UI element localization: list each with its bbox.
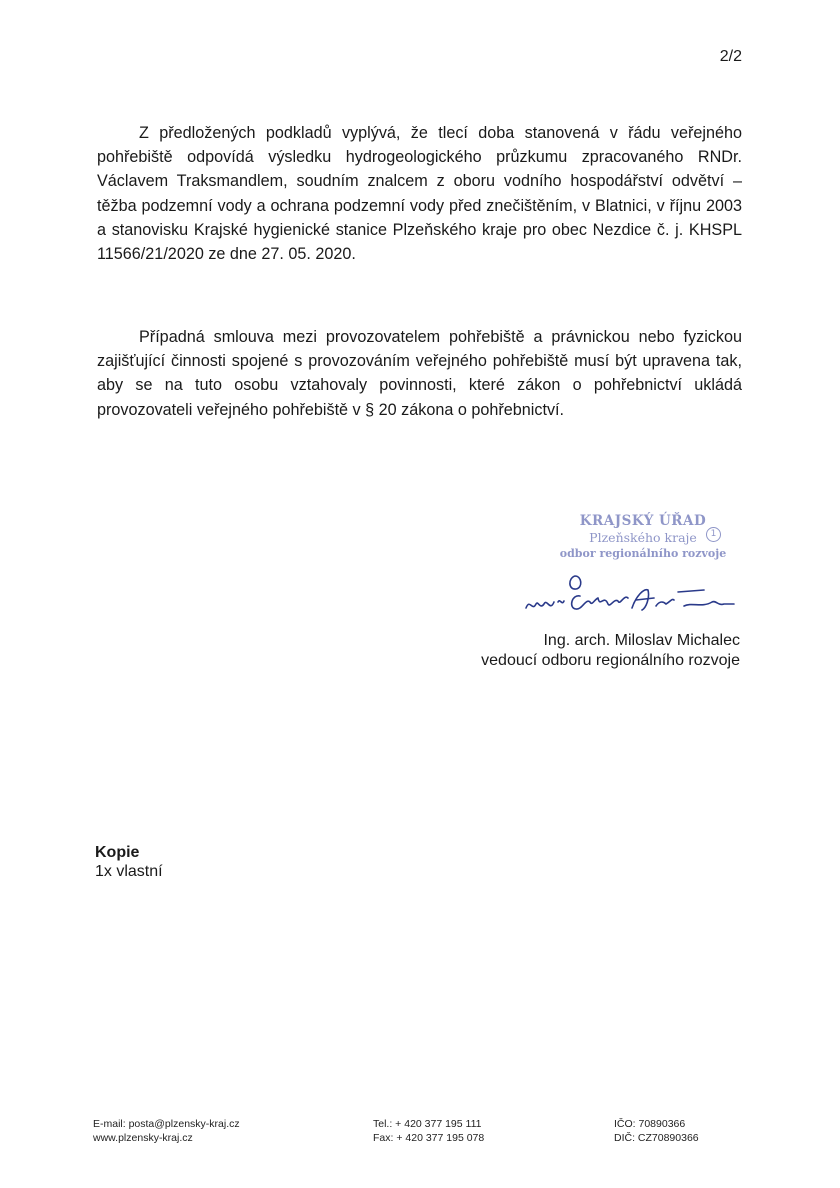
handwritten-signature (520, 568, 745, 628)
copies-heading: Kopie (95, 844, 140, 861)
page-number: 2/2 (719, 48, 742, 65)
stamp-region: Plzeňského kraje (589, 530, 697, 545)
copies-item: 1x vlastní (95, 863, 163, 880)
footer-identifiers (614, 1118, 699, 1145)
footer-tel: Tel.: + 420 377 195 111 (373, 1118, 482, 1130)
signatory-title: vedoucí odboru regionálního rozvoje (481, 652, 740, 669)
footer-email: E-mail: posta@plzensky-kraj.cz (93, 1118, 240, 1130)
footer-fax: Fax: + 420 377 195 078 (373, 1131, 485, 1144)
footer-dic: DIČ: CZ70890366 (614, 1131, 699, 1144)
bleed-through-header (560, 48, 780, 64)
paragraph-conclusion: Z předložených podkladů vyplývá, že tlecí doba stanovená v řádu veřejného pohřebiště odpovídá výsledku hydrogeologického průzkumu zpracovaného RNDr. Václavem Traksmandlem, soudním znalcem z oboru vodního hospodářství odvětví – těžba podzemní vody a ochrana podzemní vody před znečištěním, v Blatnici, v říjnu 2003 a stanovisku Krajské hygienické stanice Plzeňského kraje pro obec Nezdice č. j. KHSPL 11566/21/2020 ze dne 27. 05. 2020. (97, 124, 742, 264)
footer-ico: IČO: 70890366 (614, 1118, 686, 1130)
paragraph-contract: Případná smlouva mezi provozovatelem pohřebiště a právnickou nebo fyzickou zajišťující činnosti spojené s provozováním veřejného pohřebiště musí být upravena tak, aby se na tuto osobu vztahovaly povinnosti, které zákon o pohřebnictví ukládá provozovateli veřejného pohřebiště v § 20 zákona o pohřebnictví. (97, 328, 742, 419)
stamp-office-name: KRAJSKÝ ÚŘAD (579, 513, 707, 529)
footer-contact-web (93, 1118, 240, 1145)
stamp-number: 1 (706, 527, 721, 542)
footer-contact-phone (373, 1118, 484, 1145)
footer-web: www.plzensky-kraj.cz (93, 1131, 193, 1144)
stamp-department: odbor regionálního rozvoje (559, 547, 727, 560)
signatory-name: Ing. arch. Miloslav Michalec (543, 632, 740, 649)
